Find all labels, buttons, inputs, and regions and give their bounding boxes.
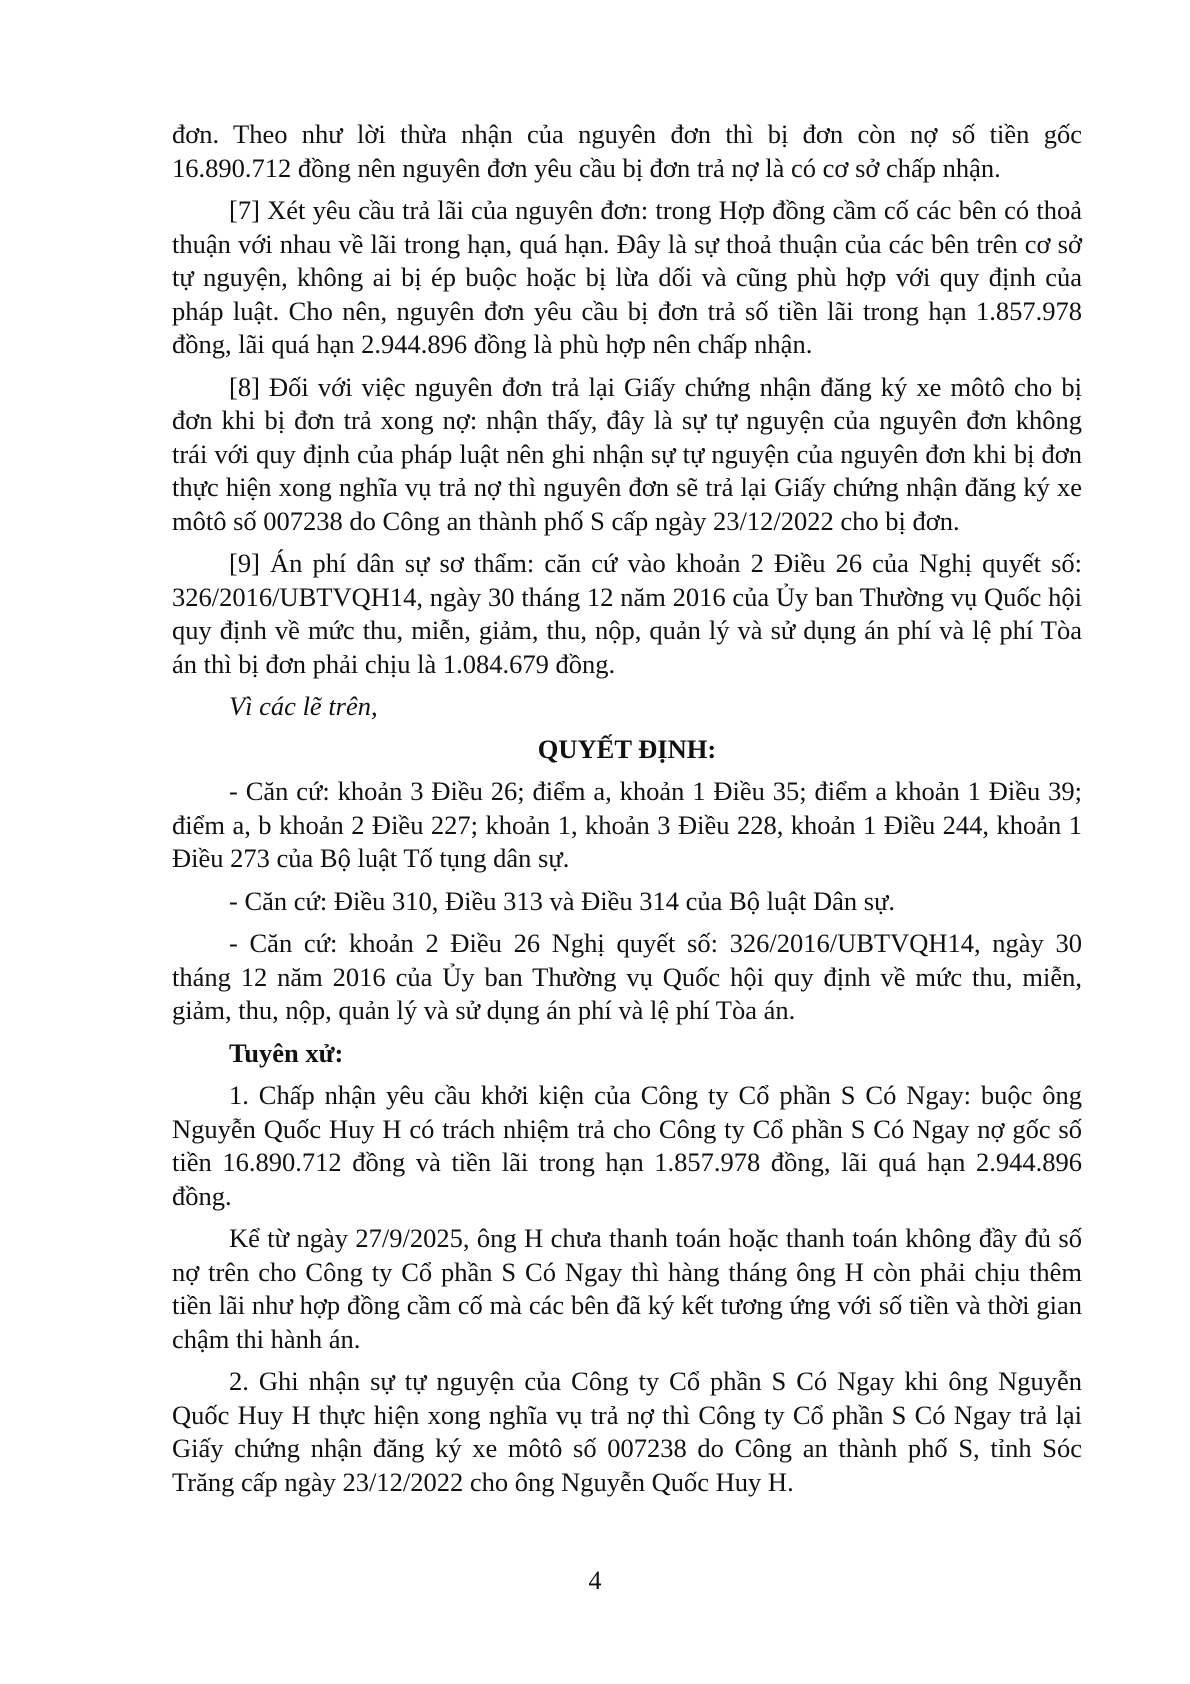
legal-basis-civil-code: - Căn cứ: Điều 310, Điều 313 và Điều 314 của Bộ luật Dân sự. [229,885,896,916]
verdict-item-1: 1. Chấp nhận yêu cầu khởi kiện của Công ty Cổ phần S Có Ngay: buộc ông Nguyễn Quốc Huy H có trách nhiệm trả cho Công ty Cổ phần S Có Ngay nợ gốc số tiền 16.890.712 đồng và tiền lãi trong hạn 1.857.978 đồng, lãi quá hạn 2.944.896 đồng. [172,1080,1082,1211]
paragraph-8-registration-certificate: [8] Đối với việc nguyên đơn trả lại Giấy chứng nhận đăng ký xe môtô cho bị đơn khi bị đơn trả xong nợ: nhận thấy, đây là sự tự nguyện của nguyên đơn không trái với quy định của pháp luật nên ghi nhận sự tự nguyện của nguyên đơn khi bị đơn thực hiện xong nghĩa vụ trả nợ thì nguyên đơn sẽ trả lại Giấy chứng nhận đăng ký xe môtô số 007238 do Công an thành phố S cấp ngày 23/12/2022 cho bị đơn. [172,371,1082,536]
verdict-item-2: 2. Ghi nhận sự tự nguyện của Công ty Cổ phần S Có Ngay khi ông Nguyễn Quốc Huy H thực hiện xong nghĩa vụ trả nợ thì Công ty Cổ phần S Có Ngay trả lại Giấy chứng nhận đăng ký xe môtô số 007238 do Công an thành phố S, tỉnh Sóc Trăng cấp ngày 23/12/2022 cho ông Nguyễn Quốc Huy H. [172,1366,1082,1497]
paragraph-9-court-fee: [9] Án phí dân sự sơ thẩm: căn cứ vào khoản 2 Điều 26 của Nghị quyết số: 326/2016/UBTVQH14, ngày 30 tháng 12 năm 2016 của Ủy ban Thường vụ Quốc hội quy định về mức thu, miễn, giảm, thu, nộp, quản lý và sử dụng án phí và lệ phí Tòa án thì bị đơn phải chịu là 1.084.679 đồng. [172,548,1082,679]
legal-basis-resolution: - Căn cứ: khoản 2 Điều 26 Nghị quyết số: 326/2016/UBTVQH14, ngày 30 tháng 12 năm 2016 của Ủy ban Thường vụ Quốc hội quy định về mức thu, miễn, giảm, thu, nộp, quản lý và sử dụng án phí và lệ phí Tòa án. [172,928,1082,1025]
decision-heading: QUYẾT ĐỊNH: [537,733,717,764]
paragraph-7-interest-request: [7] Xét yêu cầu trả lãi của nguyên đơn: trong Hợp đồng cầm cố các bên có thoả thuận với nhau về lãi trong hạn, quá hạn. Đây là sự thoả thuận của các bên trên cơ sở tự nguyện, không ai bị ép buộc hoặc bị lừa dối và cũng phù hợp với quy định của pháp luật. Cho nên, nguyên đơn yêu cầu bị đơn trả số tiền lãi trong hạn 1.857.978 đồng, lãi quá hạn 2.944.896 đồng là phù hợp nên chấp nhận. [172,195,1082,359]
paragraph-for-these-reasons: Vì các lẽ trên, [229,691,378,721]
verdict-heading: Tuyên xử: [229,1037,344,1068]
paragraph-debt-acknowledgement: đơn. Theo như lời thừa nhận của nguyên đơn thì bị đơn còn nợ số tiền gốc 16.890.712 đồng nên nguyên đơn yêu cầu bị đơn trả nợ là có cơ sở chấp nhận. [172,119,1082,183]
verdict-late-interest: Kể từ ngày 27/9/2025, ông H chưa thanh toán hoặc thanh toán không đầy đủ số nợ trên cho Công ty Cổ phần S Có Ngay thì hàng tháng ông H còn phải chịu thêm tiền lãi như hợp đồng cầm cố mà các bên đã ký kết tương ứng với số tiền và thời gian chậm thi hành án. [172,1223,1082,1354]
page-number: 4 [588,1566,602,1595]
legal-basis-civil-procedure: - Căn cứ: khoản 3 Điều 26; điểm a, khoản 1 Điều 35; điểm a khoản 1 Điều 39; điểm a, b khoản 2 Điều 227; khoản 1, khoản 3 Điều 228, khoản 1 Điều 244, khoản 1 Điều 273 của Bộ luật Tố tụng dân sự. [172,776,1082,873]
document-page [172,118,1082,1508]
